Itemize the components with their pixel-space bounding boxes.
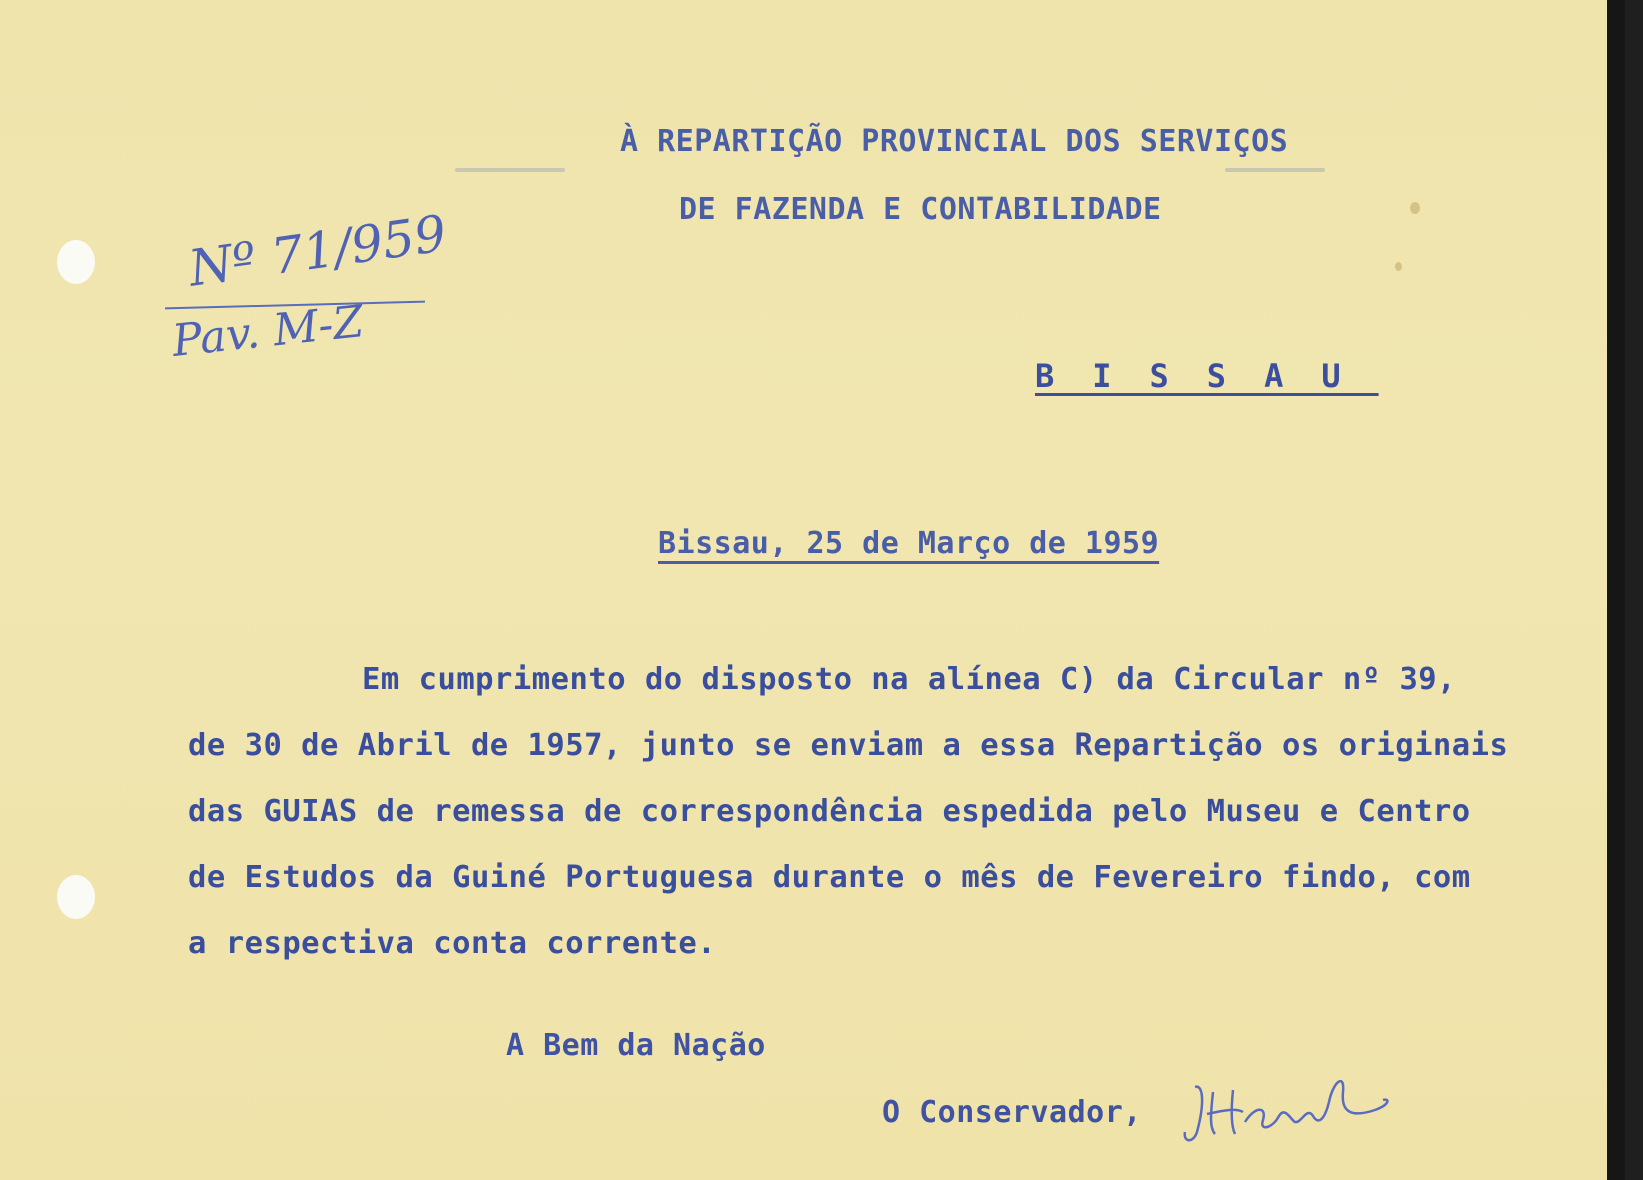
city-heading: BISSAU	[1035, 357, 1379, 395]
punch-hole-bottom	[57, 875, 95, 919]
signatory-title: O Conservador,	[882, 1095, 1142, 1130]
signature-scribble	[1175, 1062, 1415, 1152]
salutation: A Bem da Nação	[506, 1028, 766, 1063]
ink-smudge	[455, 168, 565, 172]
ink-smudge	[1225, 168, 1325, 172]
letter-date: Bissau, 25 de Março de 1959	[658, 526, 1160, 561]
handwritten-note: Pav. M-Z	[169, 296, 367, 367]
body-line: a respectiva conta corrente.	[188, 926, 717, 961]
body-line: das GUIAS de remessa de correspondência espedida pelo Museu e Centro	[188, 794, 1471, 829]
handwritten-reference-number: Nº 71/959	[185, 204, 450, 298]
stain-mark	[1410, 202, 1420, 214]
body-line: Em cumprimento do disposto na alínea C) da Circular nº 39,	[362, 662, 1457, 697]
scan-border	[1607, 0, 1625, 1180]
stain-mark	[1395, 262, 1402, 271]
body-line: de Estudos da Guiné Portuguesa durante o mês de Fevereiro findo, com	[188, 860, 1471, 895]
punch-hole-top	[57, 240, 95, 284]
recipient-line-1: À REPARTIÇÃO PROVINCIAL DOS SERVIÇOS	[620, 124, 1289, 159]
recipient-line-2: DE FAZENDA E CONTABILIDADE	[679, 192, 1162, 227]
body-line: de 30 de Abril de 1957, junto se enviam a essa Repartição os originais	[188, 728, 1509, 763]
